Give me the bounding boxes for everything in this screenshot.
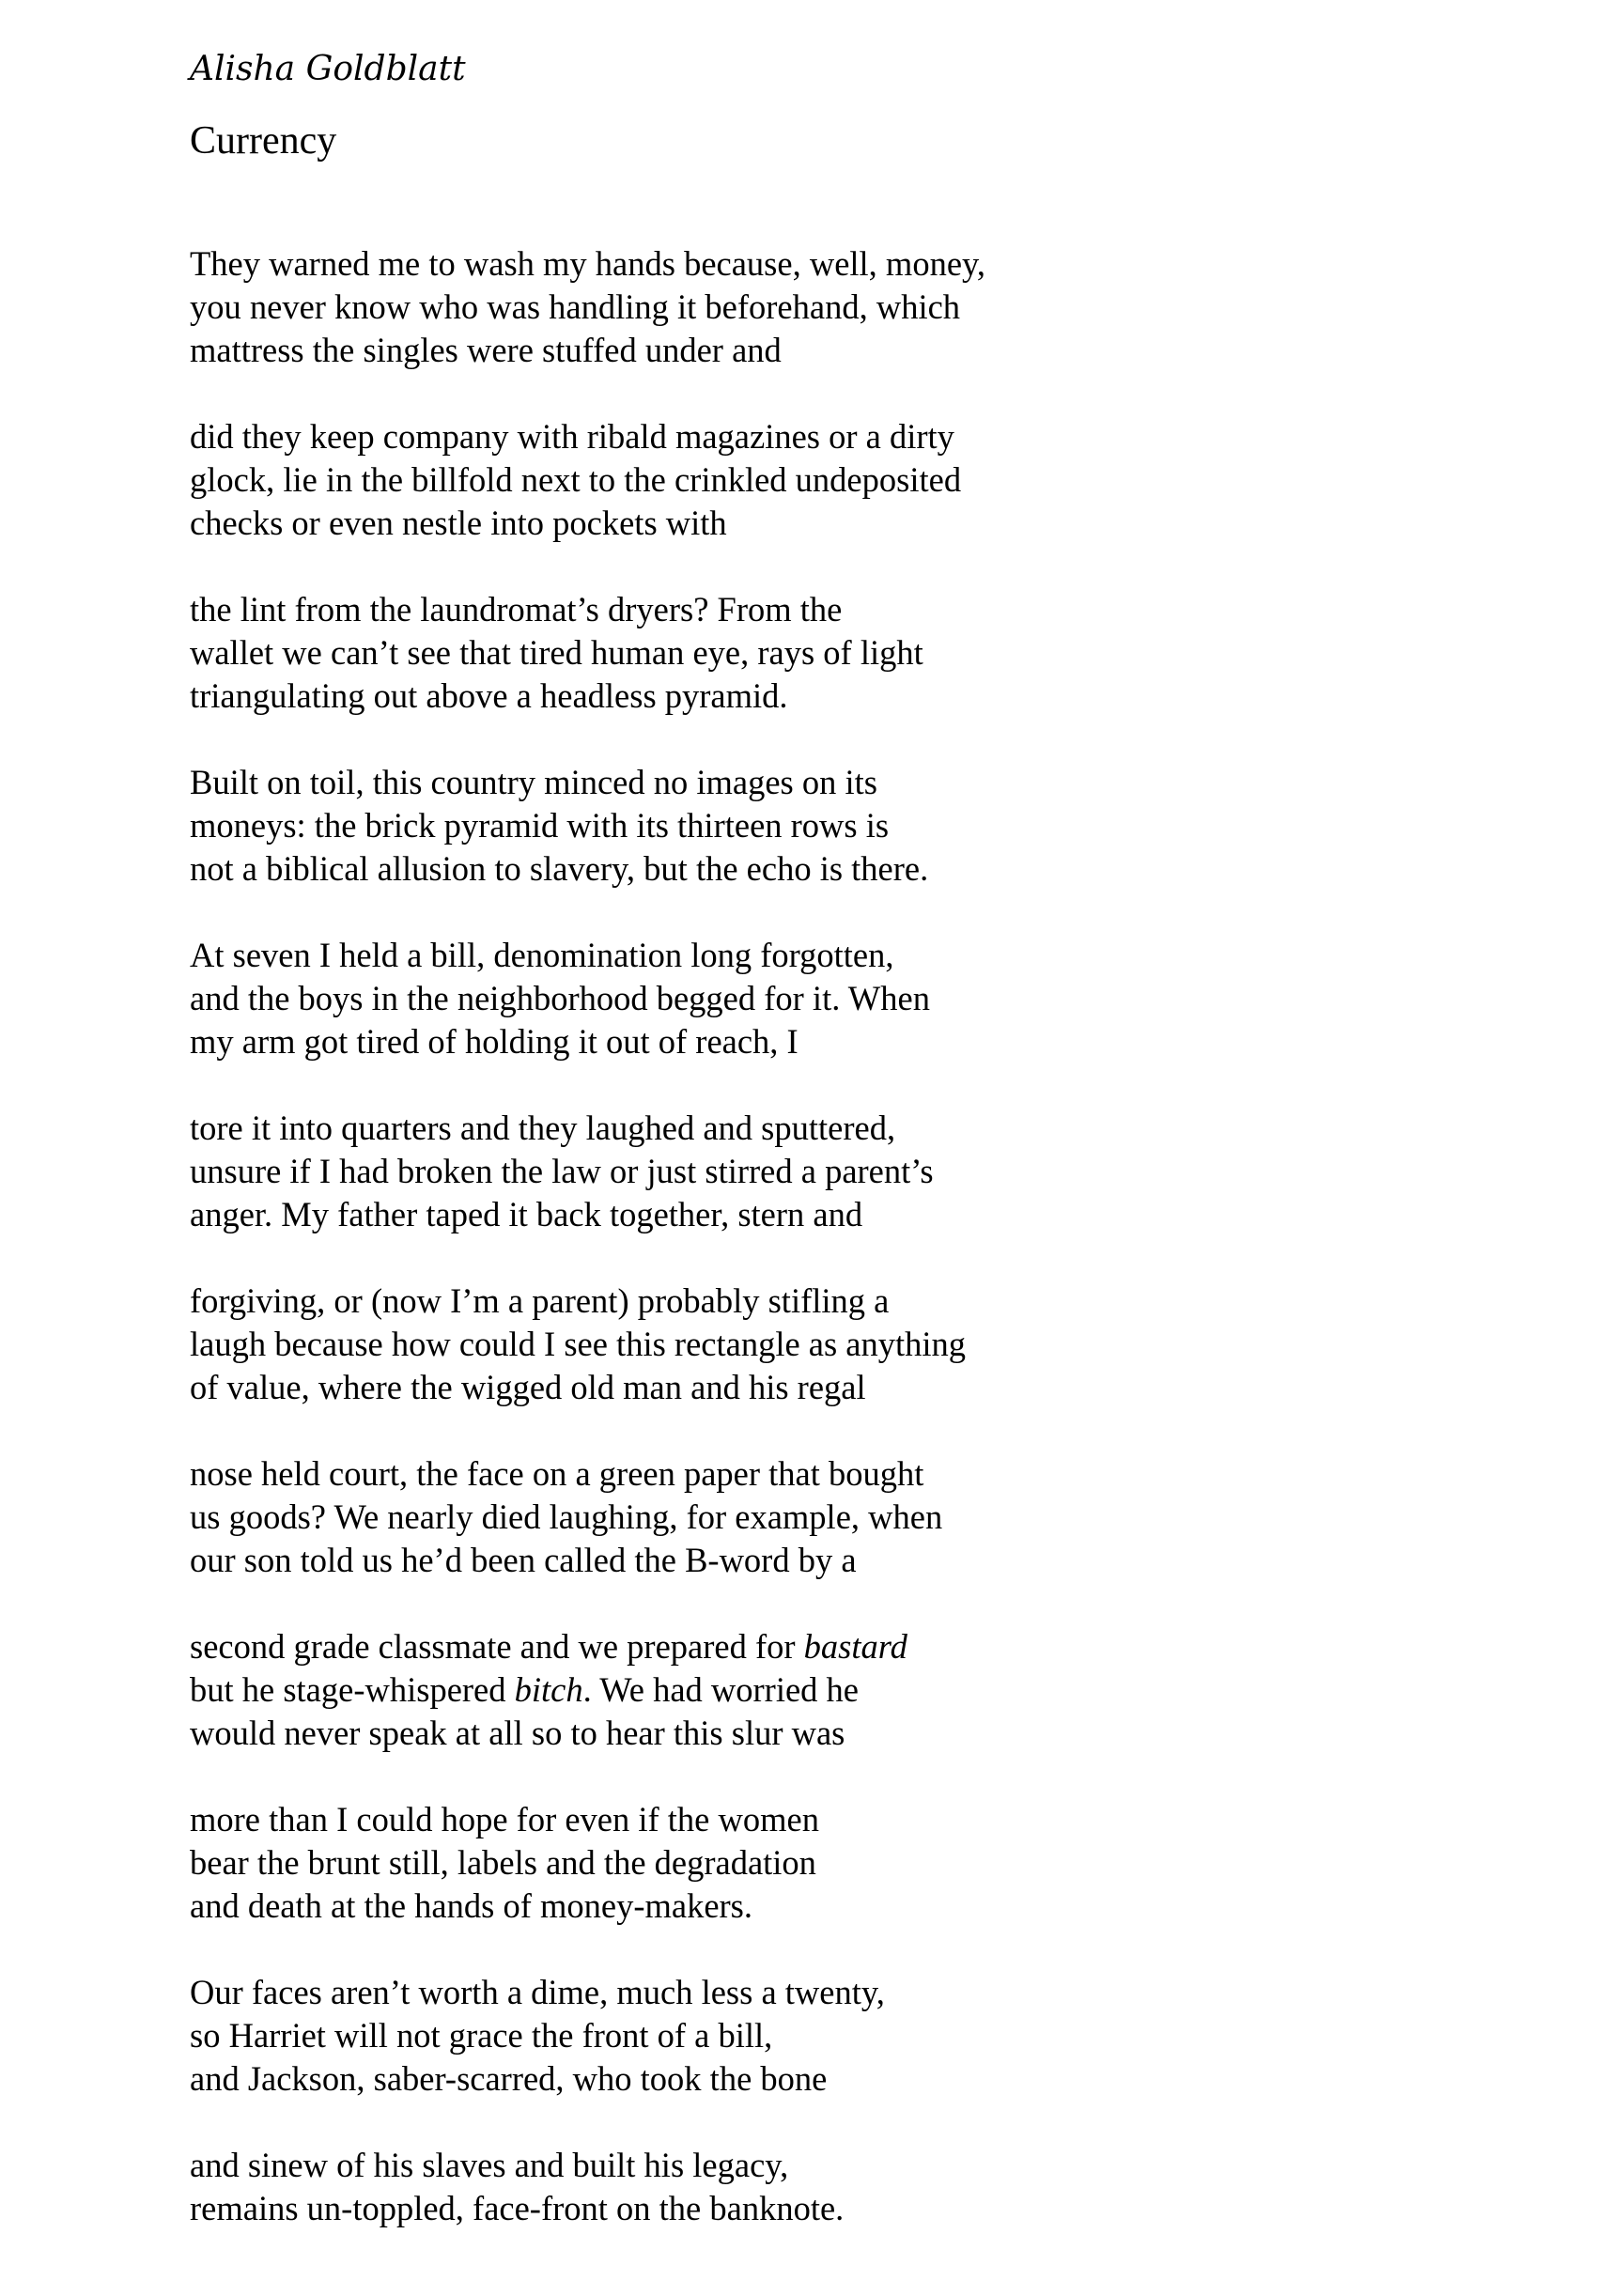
- stanza: [190, 1107, 1411, 1236]
- poem-body: [190, 242, 1411, 2273]
- poem-line: us goods? We nearly died laughing, for example, when: [190, 1497, 943, 1536]
- poem-line: of value, where the wigged old man and his regal: [190, 1368, 866, 1406]
- poem-line: would never speak at all so to hear this slur was: [190, 1714, 845, 1752]
- poem-line: so Harriet will not grace the front of a bill,: [190, 2016, 773, 2055]
- stanza: [190, 415, 1411, 545]
- poem-line: nose held court, the face on a green paper that bought: [190, 1454, 924, 1493]
- poem-line: you never know who was handling it beforehand, which: [190, 287, 961, 326]
- italic-word: bitch: [514, 1670, 583, 1709]
- stanza: [190, 1280, 1411, 1409]
- stanza: [190, 1625, 1411, 1755]
- poem-line: unsure if I had broken the law or just stirred a parent’s: [190, 1152, 934, 1190]
- poem-line: Our faces aren’t worth a dime, much less a twenty,: [190, 1973, 885, 2011]
- poem-line: Built on toil, this country minced no images on its: [190, 763, 877, 801]
- poem-line: mattress the singles were stuffed under and: [190, 331, 782, 369]
- poem-line: the lint from the laundromat’s dryers? From the: [190, 590, 843, 628]
- line-text: second grade classmate and we prepared for: [190, 1627, 804, 1666]
- poem-line: laugh because how could I see this rectangle as anything: [190, 1325, 967, 1363]
- stanza: [190, 1971, 1411, 2101]
- line-text: but he stage-whispered: [190, 1670, 515, 1709]
- poem-line: wallet we can’t see that tired human eye, rays of light: [190, 633, 923, 672]
- stanza: [190, 1798, 1411, 1928]
- poem-line: forgiving, or (now I’m a parent) probably stifling a: [190, 1281, 890, 1320]
- poem-line: and sinew of his slaves and built his legacy,: [190, 2146, 789, 2184]
- poem-line: triangulating out above a headless pyramid.: [190, 676, 788, 715]
- poem-line: checks or even nestle into pockets with: [190, 504, 727, 542]
- poem-line: not a biblical allusion to slavery, but the echo is there.: [190, 849, 929, 888]
- poem-line: bear the brunt still, labels and the degradation: [190, 1843, 816, 1882]
- poem-line: tore it into quarters and they laughed and sputtered,: [190, 1109, 896, 1147]
- poem-line: and the boys in the neighborhood begged for it. When: [190, 979, 930, 1017]
- stanza: [190, 242, 1411, 372]
- poem-line: more than I could hope for even if the women: [190, 1800, 819, 1838]
- stanza: [190, 588, 1411, 718]
- poem-line: and Jackson, saber-scarred, who took the bone: [190, 2059, 828, 2098]
- poem-line: my arm got tired of holding it out of reach, I: [190, 1022, 798, 1061]
- poem-line: moneys: the brick pyramid with its thirteen rows is: [190, 806, 890, 845]
- poem-title: Currency: [190, 119, 337, 163]
- poem-line: [190, 1668, 1411, 1712]
- poem-line: [190, 1625, 1411, 1668]
- poem-line: did they keep company with ribald magazines or a dirty: [190, 417, 954, 456]
- poem-line: remains un-toppled, face-front on the banknote.: [190, 2189, 845, 2227]
- line-text: . We had worried he: [582, 1670, 859, 1709]
- stanza: [190, 1452, 1411, 1582]
- poem-line: glock, lie in the billfold next to the crinkled undeposited: [190, 460, 962, 499]
- poem-line: anger. My father taped it back together, stern and: [190, 1195, 863, 1233]
- poem-line: At seven I held a bill, denomination long forgotten,: [190, 936, 894, 974]
- stanza: [190, 934, 1411, 1063]
- italic-word: bastard: [803, 1627, 907, 1666]
- stanza: [190, 2144, 1411, 2230]
- stanza: [190, 761, 1411, 891]
- author-name: Alisha Goldblatt: [190, 50, 466, 88]
- poem-line: They warned me to wash my hands because, well, money,: [190, 244, 986, 283]
- poem-line: our son told us he’d been called the B-word by a: [190, 1541, 857, 1579]
- poem-line: and death at the hands of money-makers.: [190, 1886, 753, 1925]
